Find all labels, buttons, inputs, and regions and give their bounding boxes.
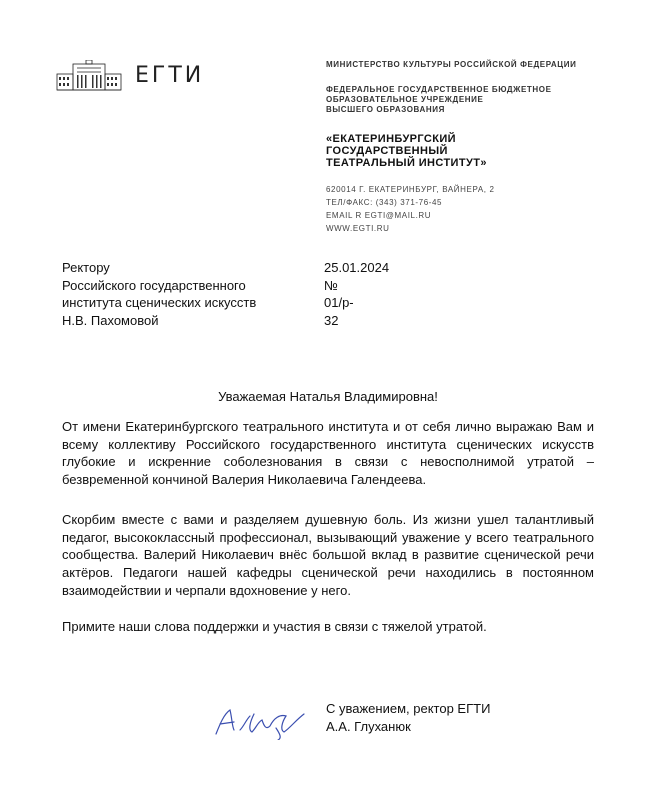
institution-type: ФЕДЕРАЛЬНОЕ ГОСУДАРСТВЕННОЕ БЮДЖЕТНОЕ ОБРАЗОВАТЕЛЬНОЕ УЧРЕЖДЕНИЕ ВЫСШЕГО ОБРАЗОВАНИЯ [326, 85, 552, 114]
institute-name: «ЕКАТЕРИНБУРГСКИЙ ГОСУДАРСТВЕННЫЙ ТЕАТРАЛЬНЫЙ ИНСТИТУТ» [326, 133, 487, 169]
number-sign: № [324, 277, 338, 293]
addressee-block: Ректору Российского государственного института сценических искусств Н.В. Пахомовой [62, 260, 257, 328]
email-address[interactable]: EMAIL R EGTI@MAIL.RU [326, 211, 432, 220]
closing-block [326, 700, 490, 736]
body-paragraph: От имени Екатеринбургского театрального института и от себя лично выражаю Вам и всему коллективу Российского государственного института сценических искусств глубокие и искренние соболезнования в связи с невосполнимой утратой – безвременной кончиной Валерия Николаевича Галендеева. [62, 419, 594, 488]
logo-text: ЕГТИ [135, 63, 205, 88]
contact-block [326, 183, 626, 235]
phone-fax: ТЕЛ/ФАКС: (343) 371-76-45 [326, 198, 443, 207]
greeting: Уважаемая Наталья Владимировна! [218, 389, 438, 404]
ministry-name: МИНИСТЕРСТВО КУЛЬТУРЫ РОССИЙСКОЙ ФЕДЕРАЦИИ [326, 60, 577, 69]
handwritten-signature [210, 700, 310, 740]
letter-number-part2: 32 [324, 312, 339, 328]
body-paragraph: Примите наши слова поддержки и участия в связи с тяжелой утратой. [62, 619, 487, 634]
postal-address: 620014 Г. ЕКАТЕРИНБУРГ, ВАЙНЕРА, 2 [326, 185, 495, 194]
letter-number-part1: 01/р- [324, 295, 354, 310]
letter-date: 25.01.2024 [324, 260, 390, 275]
regards-line: С уважением, ректор ЕГТИ [326, 701, 491, 716]
reference-block [324, 259, 389, 329]
website-link[interactable]: WWW.EGTI.RU [326, 224, 390, 233]
signatory-name: А.А. Глуханюк [326, 719, 411, 734]
body-paragraph: Скорбим вместе с вами и разделяем душевную боль. Из жизни ушел талантливый педагог, высококлассный профессионал, вызывающий уважение у всего театрального сообщества. Валерий Николаевич внёс большой вклад в развитие сценической речи актёров. Педагоги нашей кафедры сценической речи находились в постоянном взаимодействии и черпали вдохновение у него. [62, 512, 594, 598]
